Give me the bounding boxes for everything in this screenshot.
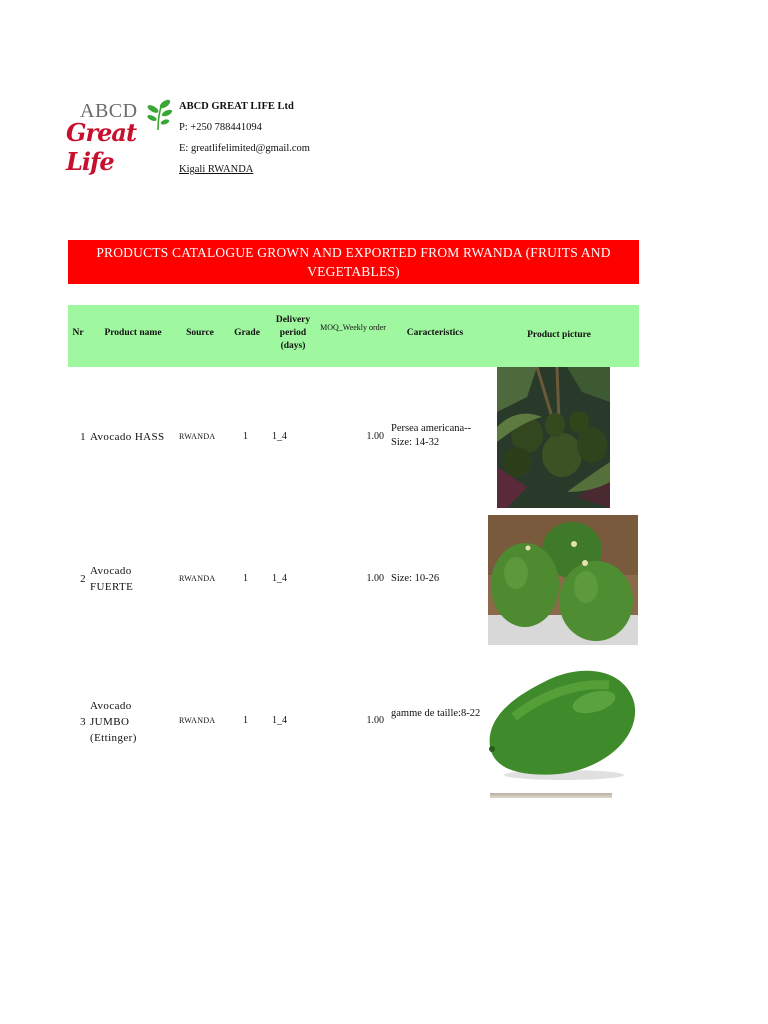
avocado-jumbo-photo: [484, 657, 637, 781]
company-info: [179, 96, 310, 180]
row-nr: 2: [80, 573, 86, 585]
row-moq: 1.00: [366, 573, 384, 584]
row-product-name: Avocado JUMBO (Ettinger): [90, 700, 137, 744]
row-product-name: Avocado HASS: [90, 431, 165, 443]
catalogue-banner: [68, 240, 639, 284]
row-characteristics: Persea americana--Size: 14-32: [391, 423, 472, 448]
row-delivery: 1_4: [272, 715, 287, 726]
row-grade: 1: [243, 715, 248, 726]
company-logo: [66, 98, 174, 176]
company-email: E: greatlifelimited@gmail.com: [179, 143, 310, 154]
logo-script-text: Great Life: [66, 118, 137, 176]
header-grade: Grade: [234, 328, 260, 338]
header-product-name: Product name: [104, 328, 162, 338]
row-moq: 1.00: [366, 715, 384, 726]
header-delivery-period: Delivery period (days): [275, 315, 311, 351]
avocado-hass-photo: [497, 367, 610, 508]
next-picture-edge: [490, 793, 612, 798]
row-product-name: Avocado FUERTE: [90, 565, 134, 593]
avocado-fuerte-photo: [488, 515, 638, 645]
row-nr: 1: [80, 431, 86, 443]
company-city: Kigali RWANDA: [179, 164, 254, 175]
header-characteristics: Caracteristics: [406, 328, 464, 338]
logo-abcd-text: ABCD: [80, 100, 138, 122]
leaf-icon: [144, 98, 174, 132]
row-characteristics: Size: 10-26: [391, 573, 440, 584]
row-moq: 1.00: [366, 431, 384, 442]
row-source: RWANDA: [179, 432, 216, 441]
catalogue-title: PRODUCTS CATALOGUE GROWN AND EXPORTED FROM RWANDA (FRUITS AND VEGETABLES): [96, 245, 611, 279]
table-header: [68, 305, 639, 367]
row-nr: 3: [80, 716, 86, 728]
company-phone: P: +250 788441094: [179, 122, 262, 133]
row-source: RWANDA: [179, 574, 216, 583]
row-grade: 1: [243, 431, 248, 442]
row-source: RWANDA: [179, 716, 216, 725]
header-moq: MOQ_Weekly order: [320, 323, 386, 332]
row-grade: 1: [243, 573, 248, 584]
row-characteristics: gamme de taille:8-22: [391, 708, 481, 719]
header-product-picture: Product picture: [527, 330, 591, 340]
header-nr: Nr: [72, 328, 84, 338]
row-delivery: 1_4: [272, 431, 287, 442]
row-delivery: 1_4: [272, 573, 287, 584]
header-source: Source: [186, 328, 214, 338]
company-name: ABCD GREAT LIFE Ltd: [179, 101, 294, 112]
